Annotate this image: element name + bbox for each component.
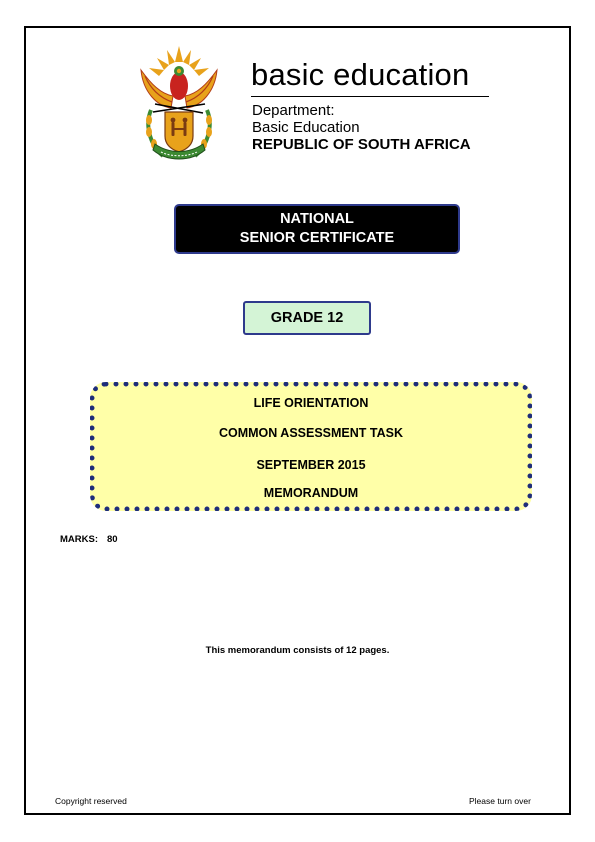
grade-label: GRADE 12 <box>270 310 344 326</box>
marks-line <box>60 534 118 545</box>
nsc-national: NATIONAL <box>280 211 354 227</box>
country-name: REPUBLIC OF SOUTH AFRICA <box>252 136 471 153</box>
nsc-senior-certificate: SENIOR CERTIFICATE <box>239 230 395 246</box>
marks-label: MARKS: <box>60 534 98 545</box>
subject-name: LIFE ORIENTATION <box>253 396 369 410</box>
subject-box <box>90 382 532 511</box>
nsc-title-box <box>174 204 460 254</box>
brand-name: basic education <box>251 57 470 92</box>
page-count-note: This memorandum consists of 12 pages. <box>205 645 390 656</box>
department-label: Department: <box>252 102 335 119</box>
south-africa-coat-of-arms-icon <box>133 40 225 164</box>
footer-copyright: Copyright reserved <box>55 796 127 806</box>
document-type: MEMORANDUM <box>263 486 359 500</box>
department-name: Basic Education <box>252 119 360 136</box>
exam-date: SEPTEMBER 2015 <box>256 458 366 472</box>
brand-divider <box>251 96 489 97</box>
assessment-task: COMMON ASSESSMENT TASK <box>218 426 404 440</box>
grade-box <box>243 301 371 335</box>
marks-value: 80 <box>107 534 118 545</box>
footer-turn-over: Please turn over <box>469 796 531 806</box>
